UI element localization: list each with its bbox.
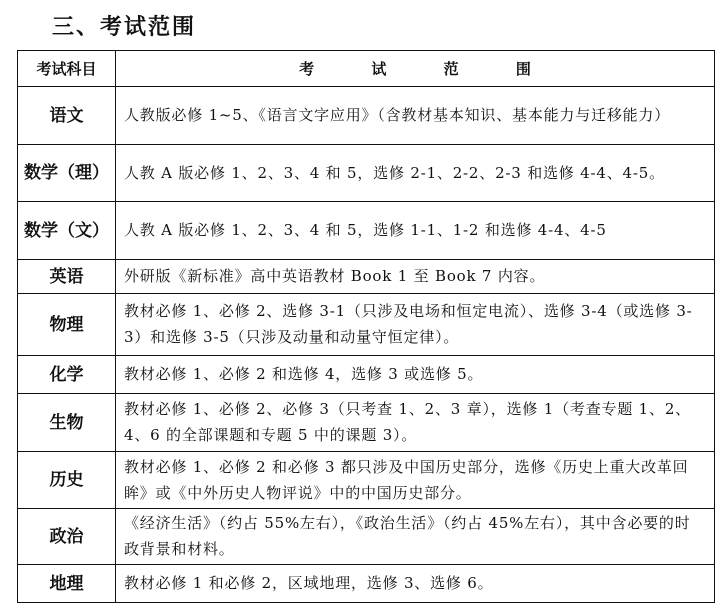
subject-cell: 化学 [18, 356, 116, 394]
table-row [18, 509, 715, 565]
table-row [18, 145, 715, 202]
table-row [18, 202, 715, 260]
subject-cell: 数学（理） [18, 145, 116, 202]
table-row [18, 394, 715, 452]
range-cell: 外研版《新标准》高中英语教材 Book 1 至 Book 7 内容。 [116, 260, 715, 294]
range-cell: 教材必修 1、必修 2、必修 3（只考查 1、2、3 章），选修 1（考查专题 1、2、4、6 的全部课题和专题 5 中的课题 3）。 [116, 394, 715, 452]
subject-cell: 历史 [18, 452, 116, 509]
section-title: 三、考试范围 [52, 15, 197, 40]
subject-cell: 地理 [18, 565, 116, 603]
range-cell: 教材必修 1、必修 2 和必修 3 都只涉及中国历史部分，选修《历史上重大改革回眸》或《中外历史人物评说》中的中国历史部分。 [116, 452, 715, 509]
header-subject: 考试科目 [18, 51, 116, 87]
range-cell: 教材必修 1 和必修 2，区域地理，选修 3、选修 6。 [116, 565, 715, 603]
range-cell: 教材必修 1、必修 2 和选修 4，选修 3 或选修 5。 [116, 356, 715, 394]
subject-cell: 物理 [18, 294, 116, 356]
range-cell: 人教版必修 1~5、《语言文字应用》（含教材基本知识、基本能力与迁移能力） [116, 87, 715, 145]
table-row [18, 87, 715, 145]
subject-cell: 政治 [18, 509, 116, 565]
table-row [18, 294, 715, 356]
subject-cell: 数学（文） [18, 202, 116, 260]
subject-cell: 英语 [18, 260, 116, 294]
table-row [18, 452, 715, 509]
exam-scope-table [17, 50, 715, 603]
subject-cell: 生物 [18, 394, 116, 452]
range-cell: 人教 A 版必修 1、2、3、4 和 5，选修 1-1、1-2 和选修 4-4、4-5 [116, 202, 715, 260]
subject-cell: 语文 [18, 87, 116, 145]
table-row [18, 260, 715, 294]
table-header-row [18, 51, 715, 87]
table-row [18, 565, 715, 603]
range-cell: 教材必修 1、必修 2、选修 3-1（只涉及电场和恒定电流）、选修 3-4（或选修 3-3）和选修 3-5（只涉及动量和动量守恒定律）。 [116, 294, 715, 356]
header-range: 考 试 范 围 [116, 51, 715, 87]
table-row [18, 356, 715, 394]
range-cell: 《经济生活》（约占 55%左右），《政治生活》（约占 45%左右），其中含必要的时政背景和材料。 [116, 509, 715, 565]
range-cell: 人教 A 版必修 1、2、3、4 和 5，选修 2-1、2-2、2-3 和选修 4-4、4-5。 [116, 145, 715, 202]
